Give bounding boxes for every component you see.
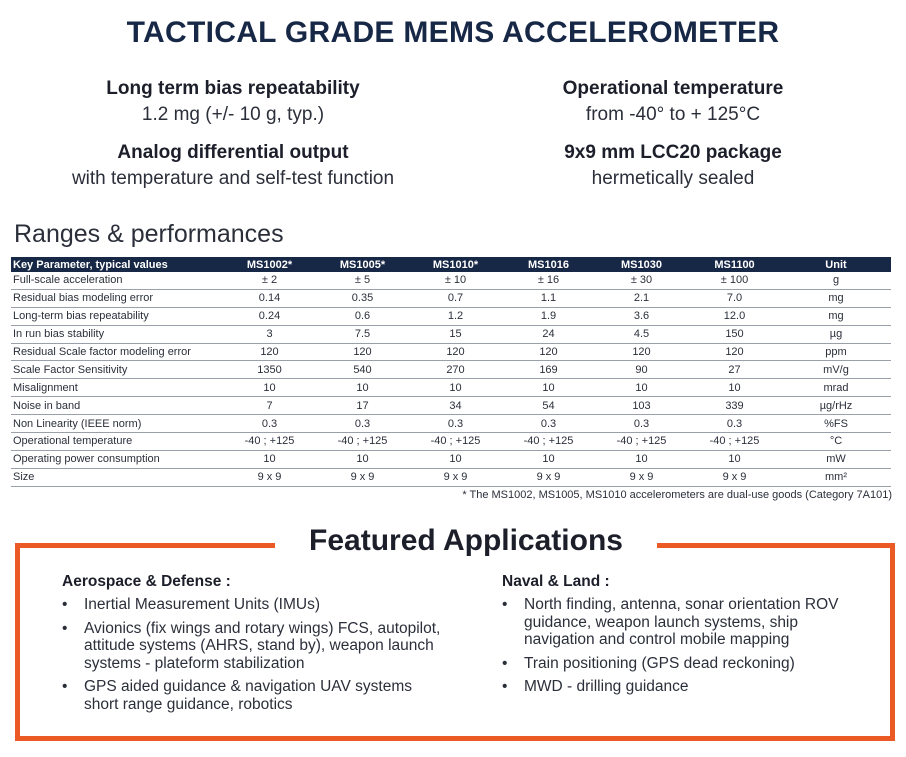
value-cell: -40 ; +125 (223, 433, 316, 451)
spec-operational-temperature (463, 78, 883, 126)
value-cell: ± 10 (409, 272, 502, 289)
value-cell: ± 30 (595, 272, 688, 289)
bullet-icon: • (62, 596, 68, 613)
bullet-icon: • (502, 596, 508, 613)
value-cell: ± 2 (223, 272, 316, 289)
column-header: MS1100 (688, 257, 781, 272)
value-cell: 120 (316, 343, 409, 361)
value-cell: mV/g (781, 361, 891, 379)
value-cell: 3.6 (595, 307, 688, 325)
value-cell: -40 ; +125 (595, 433, 688, 451)
value-cell: 10 (595, 450, 688, 468)
value-cell: 120 (223, 343, 316, 361)
value-cell: %FS (781, 415, 891, 433)
value-cell: 0.3 (502, 415, 595, 433)
aerospace-defense-column (62, 573, 442, 719)
box-top-line-right (657, 543, 895, 548)
value-cell: mW (781, 450, 891, 468)
value-cell: 34 (409, 397, 502, 415)
value-cell: 10 (409, 450, 502, 468)
parameter-cell: In run bias stability (11, 325, 223, 343)
value-cell: 9 x 9 (316, 468, 409, 486)
table-row (11, 289, 891, 307)
value-cell: 120 (409, 343, 502, 361)
spec-bias-repeatability (23, 78, 443, 126)
value-cell: 10 (595, 379, 688, 397)
performance-table (11, 257, 891, 487)
parameter-cell: Scale Factor Sensitivity (11, 361, 223, 379)
spec-analog-output (23, 142, 443, 190)
table-row (11, 397, 891, 415)
value-cell: 0.24 (223, 307, 316, 325)
table-row (11, 361, 891, 379)
value-cell: 540 (316, 361, 409, 379)
list-item (62, 620, 442, 673)
section-title: Ranges & performances (14, 220, 284, 248)
list-item (502, 678, 862, 696)
spec-value: 1.2 mg (+/- 10 g, typ.) (141, 104, 325, 125)
list-item (502, 655, 862, 673)
value-cell: 7.0 (688, 289, 781, 307)
bullet-icon: • (502, 654, 508, 672)
value-cell: µg (781, 325, 891, 343)
table-row (11, 415, 891, 433)
value-cell: 12.0 (688, 307, 781, 325)
bullet-icon: • (62, 678, 68, 695)
list-item-text: MWD - drilling guidance (524, 678, 689, 695)
value-cell: ppm (781, 343, 891, 361)
parameter-cell: Residual bias modeling error (11, 289, 223, 307)
featured-title: Featured Applications (309, 524, 623, 557)
spec-value: from -40° to + 125°C (585, 104, 761, 125)
footnote: * The MS1002, MS1005, MS1010 accelerometers are dual-use goods (Category 7A101) (462, 489, 892, 501)
value-cell: mrad (781, 379, 891, 397)
naval-land-column (502, 573, 862, 702)
spec-heading: Long term bias repeatability (106, 78, 360, 99)
column-header: MS1005* (316, 257, 409, 272)
column-header: MS1010* (409, 257, 502, 272)
parameter-cell: Operational temperature (11, 433, 223, 451)
table-row (11, 325, 891, 343)
list-item-text: Train positioning (GPS dead reckoning) (524, 654, 795, 672)
value-cell: 120 (688, 343, 781, 361)
value-cell: 15 (409, 325, 502, 343)
value-cell: 120 (502, 343, 595, 361)
value-cell: 9 x 9 (223, 468, 316, 486)
value-cell: 0.3 (316, 415, 409, 433)
value-cell: 90 (595, 361, 688, 379)
spec-heading: Operational temperature (562, 78, 784, 99)
value-cell: ± 16 (502, 272, 595, 289)
value-cell: 10 (223, 450, 316, 468)
value-cell: 10 (502, 379, 595, 397)
value-cell: 17 (316, 397, 409, 415)
list-item-text: North finding, antenna, sonar orientation ROV guidance, weapon launch systems, ship navigation and control mobile mapping (524, 596, 839, 648)
list-item-text: Avionics (fix wings and rotary wings) FCS, autopilot, attitude systems (AHRS, stand by), weapon launch systems - plateform stabilization (84, 619, 441, 672)
application-list (62, 596, 442, 713)
table-row (11, 450, 891, 468)
column-heading: Naval & Land : (502, 573, 610, 590)
value-cell: 27 (688, 361, 781, 379)
value-cell: -40 ; +125 (409, 433, 502, 451)
column-header: Key Parameter, typical values (11, 257, 223, 272)
column-header: MS1016 (502, 257, 595, 272)
table-row (11, 272, 891, 289)
value-cell: 339 (688, 397, 781, 415)
parameter-cell: Full-scale acceleration (11, 272, 223, 289)
value-cell: 3 (223, 325, 316, 343)
value-cell: 0.3 (595, 415, 688, 433)
value-cell: 120 (595, 343, 688, 361)
parameter-cell: Size (11, 468, 223, 486)
value-cell: 10 (688, 450, 781, 468)
value-cell: 103 (595, 397, 688, 415)
value-cell: -40 ; +125 (688, 433, 781, 451)
value-cell: 1.9 (502, 307, 595, 325)
value-cell: 169 (502, 361, 595, 379)
value-cell: 9 x 9 (595, 468, 688, 486)
value-cell: 10 (316, 379, 409, 397)
value-cell: 10 (223, 379, 316, 397)
value-cell: 9 x 9 (502, 468, 595, 486)
list-item (62, 596, 442, 614)
value-cell: 9 x 9 (409, 468, 502, 486)
column-header: MS1002* (223, 257, 316, 272)
value-cell: 0.7 (409, 289, 502, 307)
parameter-cell: Operating power consumption (11, 450, 223, 468)
spec-package (463, 142, 883, 190)
value-cell: 0.14 (223, 289, 316, 307)
table-row (11, 379, 891, 397)
column-header: Unit (781, 257, 891, 272)
value-cell: mg (781, 307, 891, 325)
value-cell: 24 (502, 325, 595, 343)
value-cell: 1.2 (409, 307, 502, 325)
value-cell: 10 (688, 379, 781, 397)
parameter-cell: Non Linearity (IEEE norm) (11, 415, 223, 433)
value-cell: ± 100 (688, 272, 781, 289)
page-title: TACTICAL GRADE MEMS ACCELEROMETER (126, 16, 780, 49)
parameter-cell: Residual Scale factor modeling error (11, 343, 223, 361)
spec-heading: 9x9 mm LCC20 package (564, 142, 782, 163)
application-list (502, 596, 862, 696)
value-cell: 1350 (223, 361, 316, 379)
list-item (62, 678, 442, 713)
column-header: MS1030 (595, 257, 688, 272)
value-cell: ± 5 (316, 272, 409, 289)
box-top-line-left (15, 543, 275, 548)
value-cell: °C (781, 433, 891, 451)
value-cell: 9 x 9 (688, 468, 781, 486)
value-cell: g (781, 272, 891, 289)
value-cell: 10 (316, 450, 409, 468)
table-header-row (11, 257, 891, 272)
value-cell: -40 ; +125 (316, 433, 409, 451)
value-cell: 0.3 (223, 415, 316, 433)
spec-value: with temperature and self-test function (71, 168, 395, 189)
value-cell: mg (781, 289, 891, 307)
value-cell: mm² (781, 468, 891, 486)
value-cell: 0.35 (316, 289, 409, 307)
value-cell: 1.1 (502, 289, 595, 307)
value-cell: 2.1 (595, 289, 688, 307)
parameter-cell: Noise in band (11, 397, 223, 415)
parameter-cell: Misalignment (11, 379, 223, 397)
value-cell: µg/rHz (781, 397, 891, 415)
value-cell: 0.3 (688, 415, 781, 433)
bullet-icon: • (62, 619, 68, 637)
list-item (502, 596, 862, 649)
value-cell: 10 (409, 379, 502, 397)
value-cell: 0.6 (316, 307, 409, 325)
list-item-text: GPS aided guidance & navigation UAV systems short range guidance, robotics (84, 678, 412, 713)
spec-value: hermetically sealed (591, 168, 755, 189)
parameter-cell: Long-term bias repeatability (11, 307, 223, 325)
value-cell: 150 (688, 325, 781, 343)
table-row (11, 343, 891, 361)
value-cell: 54 (502, 397, 595, 415)
column-heading: Aerospace & Defense : (62, 573, 231, 590)
bullet-icon: • (502, 678, 508, 695)
list-item-text: Inertial Measurement Units (IMUs) (84, 596, 321, 613)
value-cell: 0.3 (409, 415, 502, 433)
table-row (11, 468, 891, 486)
table-row (11, 433, 891, 451)
value-cell: 7.5 (316, 325, 409, 343)
value-cell: 4.5 (595, 325, 688, 343)
value-cell: -40 ; +125 (502, 433, 595, 451)
value-cell: 10 (502, 450, 595, 468)
value-cell: 270 (409, 361, 502, 379)
value-cell: 7 (223, 397, 316, 415)
table-row (11, 307, 891, 325)
spec-heading: Analog differential output (117, 142, 349, 163)
